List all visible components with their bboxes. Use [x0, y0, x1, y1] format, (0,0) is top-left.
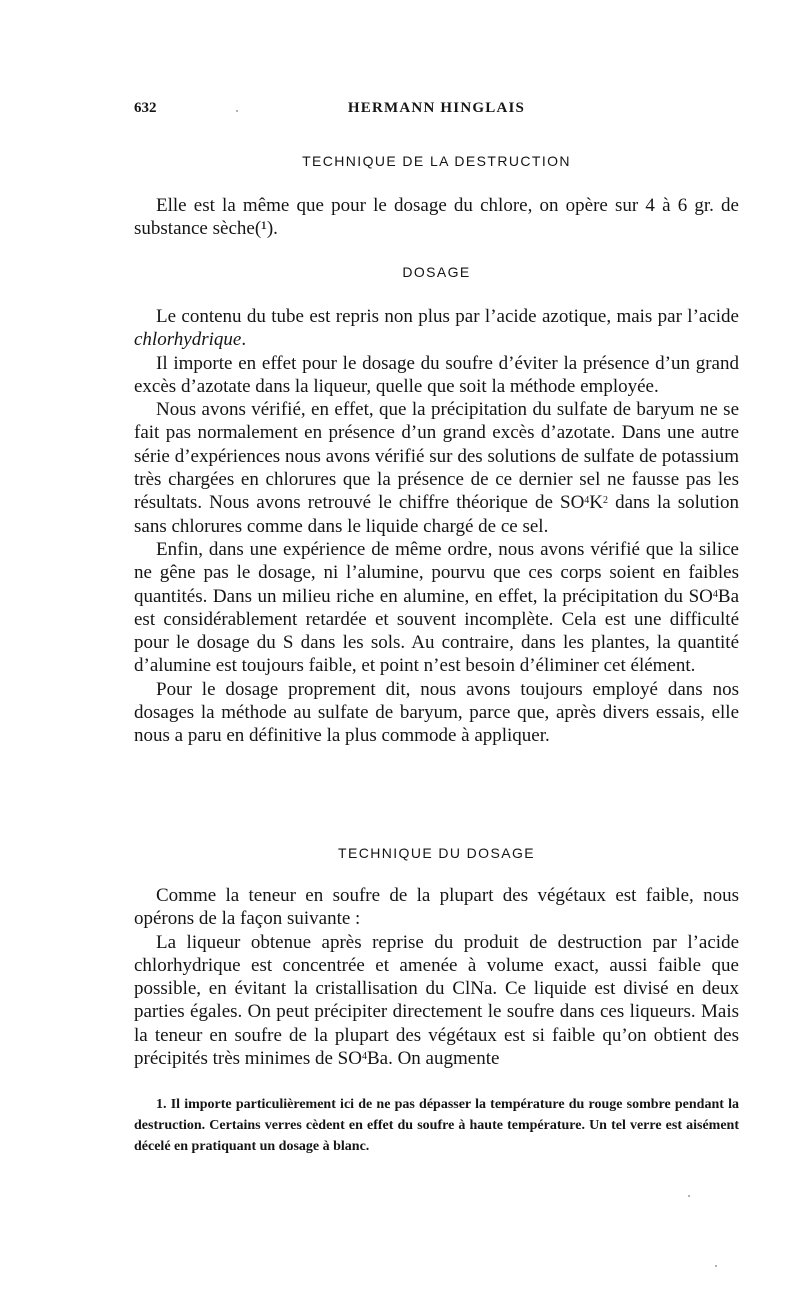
italic-term: chlorhydrique — [134, 329, 242, 351]
print-speck — [688, 1195, 690, 1197]
paragraph: Pour le dosage proprement dit, nous avons toujours employé dans nos dosages la méthode au sulfate de baryum, parce que, après divers essais, elle nous a paru en définitive la plus commode à appliquer. — [134, 678, 739, 747]
paragraph: Il importe en effet pour le dosage du soufre d’éviter la présence d’un grand excès d’azotate dans la liqueur, quelle que soit la méthode employée. — [134, 352, 739, 397]
section-body-dosage — [134, 305, 739, 748]
paragraph: Enfin, dans une expérience de même ordre, nous avons vérifié que la silice ne gêne pas le dosage, ni l’alumine, pourvu que ces corps soient en faibles quantités. Dans un milieu riche en alumine, en effet, la précipitation du $SO^4Ba$ est considérablement retardée et souvent incomplète. Cela est une difficulté pour le dosage du S dans les sols. Au contraire, dans les plantes, la quantité d’alumine est toujours faible, et point n’est besoin d’éliminer cet élément. — [134, 538, 739, 677]
section-body-technique-dosage — [134, 884, 739, 1070]
footnote-text: 1. Il importe particulièrement ici de ne pas dépasser la température du rouge sombre pendant la destruction. Certains verres cèdent en effet du soufre à haute température. Un tel verre est aisément décelé en pratiquant un dosage à blanc. — [134, 1097, 739, 1154]
footnote-reference: (¹) — [254, 218, 274, 240]
running-head — [134, 100, 739, 124]
running-head-author: HERMANN HINGLAIS — [347, 100, 526, 116]
section-heading-destruction: TECHNIQUE DE LA DESTRUCTION — [302, 153, 571, 169]
section-heading-dosage: DOSAGE — [402, 264, 471, 280]
print-speck — [236, 110, 238, 112]
paragraph: Elle est la même que pour le dosage du chlore, on opère sur 4 à 6 gr. de substance sèche(¹). — [134, 195, 739, 240]
paragraph: La liqueur obtenue après reprise du produit de destruction par l’acide chlorhydrique est concentrée et amenée à volume exact, aussi faible que possible, en évitant la cristallisation du ClNa. Ce liquide est divisé en deux parties égales. On peut précipiter directement le soufre dans ces liqueurs. Mais la teneur en soufre de la plupart des végétaux est si faible qu’on obtient des précipités très minimes de $SO^4Ba$. On augmente — [134, 931, 739, 1070]
section-body-destruction — [134, 194, 739, 241]
paragraph: Comme la teneur en soufre de la plupart des végétaux est faible, nous opérons de la façon suivante : — [134, 885, 739, 930]
section-heading-technique-dosage: TECHNIQUE DU DOSAGE — [338, 845, 535, 861]
print-speck — [715, 1265, 717, 1267]
footnote — [134, 1094, 739, 1157]
page-number: 632 — [134, 100, 157, 116]
paragraph: Nous avons vérifié, en effet, que la précipitation du sulfate de baryum ne se fait pas normalement en présence d’un grand excès d’azotate. Dans une autre série d’expériences nous avons vérifié sur des solutions de sulfate de potassium très chargées en chlorures que la présence de ce dernier sel ne fausse pas les résultats. Nous avons retrouvé le chiffre théorique de $SO^4K^2$ dans la solution sans chlorures comme dans le liquide chargé de ce sel. — [134, 399, 739, 537]
paragraph: Le contenu du tube est repris non plus par l’acide azotique, mais par l’acide chlorhydrique. — [134, 306, 739, 351]
